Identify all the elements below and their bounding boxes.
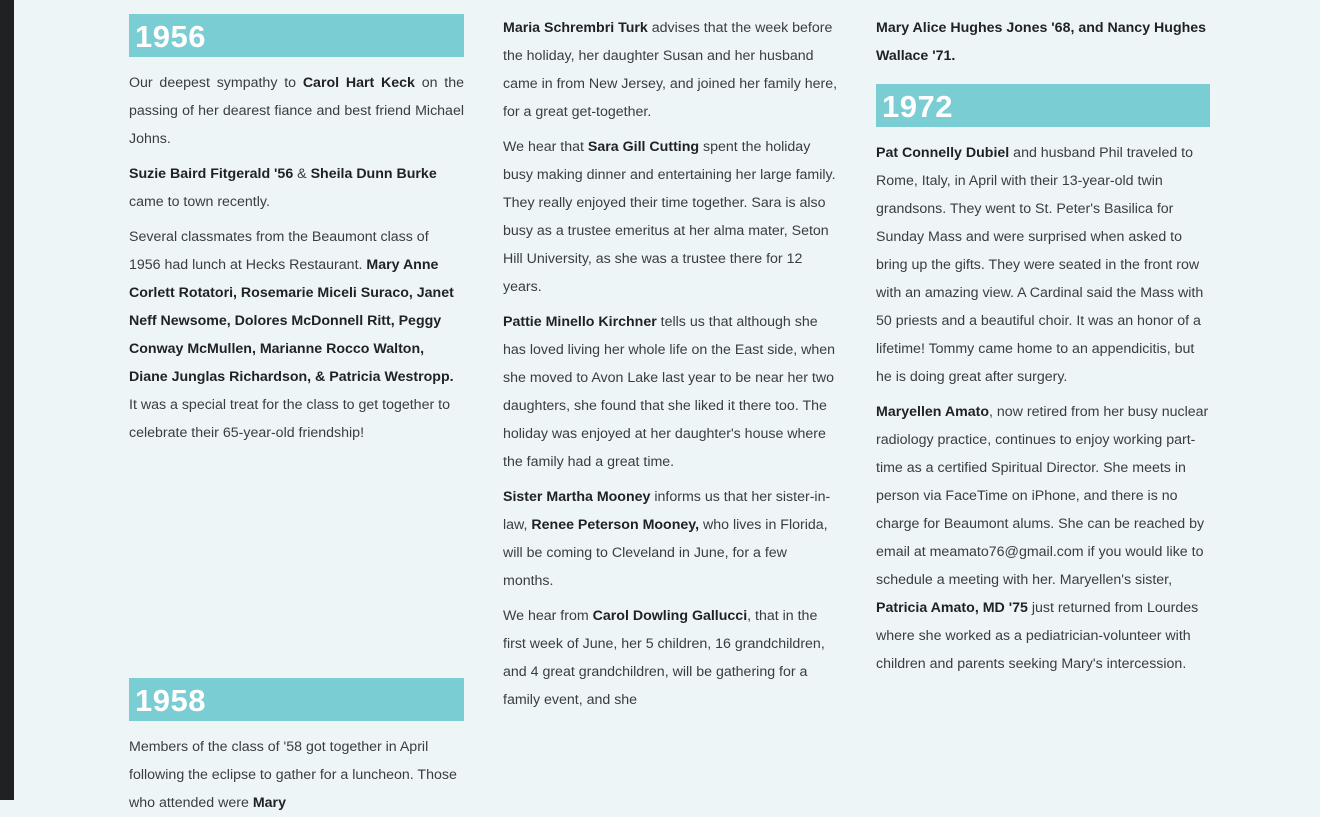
alum-name: Sara Gill Cutting <box>587 139 700 155</box>
note-text: Our deepest sympathy to <box>129 75 303 91</box>
note-text: informs us that her sister-in-law, <box>503 489 831 533</box>
column-left <box>129 0 465 811</box>
note-text: We hear that <box>503 139 588 155</box>
alum-name: Pattie Minello Kirchner <box>503 314 657 330</box>
alum-name: Renee Peterson Mooney, <box>531 517 700 533</box>
column-right <box>876 14 1210 685</box>
alum-name: Sheila Dunn Burke <box>310 166 437 182</box>
note-text: , now retired from her busy nuclear radiology practice, continues to enjoy working part-time as a certified Spiritual Director. She meets in person via FaceTime on iPhone, and there is no charge for Beaumont alums. She can be reached by email at meamato76@gmail.com if you would like to schedule a meeting with her. Maryellen's sister, <box>876 404 1209 588</box>
alum-name: Suzie Baird Fitgerald '56 <box>129 166 294 182</box>
note-paragraph <box>503 133 840 301</box>
note-paragraph <box>503 602 840 714</box>
note-text: spent the holiday busy making dinner and entertaining her large family. They really enjoyed their time together. Sara is also busy as a trustee emeritus at her alma mater, Seton Hill University, as she was a trustee there for 12 years. <box>503 139 836 295</box>
note-text: advises that the week before the holiday, her daughter Susan and her husband came in from New Jersey, and joined her family here, for a great get-together. <box>503 20 838 120</box>
page-edge-border <box>0 0 14 800</box>
note-text: We hear from <box>503 608 593 624</box>
note-paragraph <box>129 733 464 817</box>
alum-name: Carol Hart Keck <box>302 75 415 91</box>
alum-name: Maria Schrembri Turk <box>503 20 648 36</box>
note-text: on the passing of her dearest fiance and best friend Michael Johns. <box>129 75 465 147</box>
alum-name: Maryellen Amato <box>876 404 990 420</box>
note-text: just returned from Lourdes where she worked as a pediatrician-volunteer with children and parents seeking Mary's intercession. <box>876 600 1199 672</box>
alum-name: Carol Dowling Gallucci <box>592 608 748 624</box>
alum-name: Mary Anne Corlett Rotatori, Rosemarie Miceli Suraco, Janet Neff Newsome, Dolores McDonnell Ritt, Peggy Conway McMullen, Marianne Rocco Walton, Diane Junglas Richardson, & Patricia Westropp. <box>129 257 454 385</box>
note-text: It was a special treat for the class to get together to celebrate their 65-year-old friendship! <box>129 397 450 441</box>
alum-name: Pat Connelly Dubiel <box>876 145 1010 161</box>
alum-name: Mary <box>252 795 286 811</box>
column-middle <box>503 14 840 721</box>
note-text: Several classmates from the Beaumont class of 1956 had lunch at Hecks Restaurant. <box>129 229 429 273</box>
class-year-header-1956: 1956 <box>129 14 464 57</box>
class-year-header-1958: 1958 <box>129 678 464 721</box>
note-paragraph <box>129 223 464 447</box>
note-text: and husband Phil traveled to Rome, Italy, in April with their 13-year-old twin grandsons. They went to St. Peter's Basilica for Sunday Mass and were surprised when asked to bring up the gifts. They were seated in the front row with an amazing view. A Cardinal said the Mass with 50 priests and a beautiful choir. It was an honor of a lifetime! Tommy came home to an appendicitis, but he is doing great after surgery. <box>876 145 1204 385</box>
note-paragraph <box>876 398 1210 678</box>
note-paragraph <box>876 14 1210 70</box>
note-paragraph <box>129 160 464 216</box>
note-text: , that in the first week of June, her 5 children, 16 grandchildren, and 4 great grandchildren, will be gathering for a family event, and she <box>503 608 825 708</box>
note-paragraph <box>503 483 840 595</box>
note-paragraph <box>503 308 840 476</box>
note-text: came to town recently. <box>129 194 270 210</box>
note-text: & <box>293 166 311 182</box>
note-text: tells us that although she has loved living her whole life on the East side, when she moved to Avon Lake last year to be near her two daughters, she found that she liked it there too. The holiday was enjoyed at her daughter's house where the family had a great time. <box>503 314 836 470</box>
alum-name: Sister Martha Mooney <box>503 489 651 505</box>
alum-name: Mary Alice Hughes Jones '68, and Nancy Hughes Wallace '71. <box>876 20 1207 64</box>
note-paragraph <box>876 139 1210 391</box>
note-paragraph <box>503 14 840 126</box>
note-text: who lives in Florida, will be coming to Cleveland in June, for a few months. <box>503 517 828 589</box>
note-paragraph <box>129 69 464 153</box>
alum-name: Patricia Amato, MD '75 <box>876 600 1028 616</box>
class-year-header-1972: 1972 <box>876 84 1210 127</box>
note-text: Members of the class of '58 got together in April following the eclipse to gather for a luncheon. Those who attended were <box>129 739 457 811</box>
